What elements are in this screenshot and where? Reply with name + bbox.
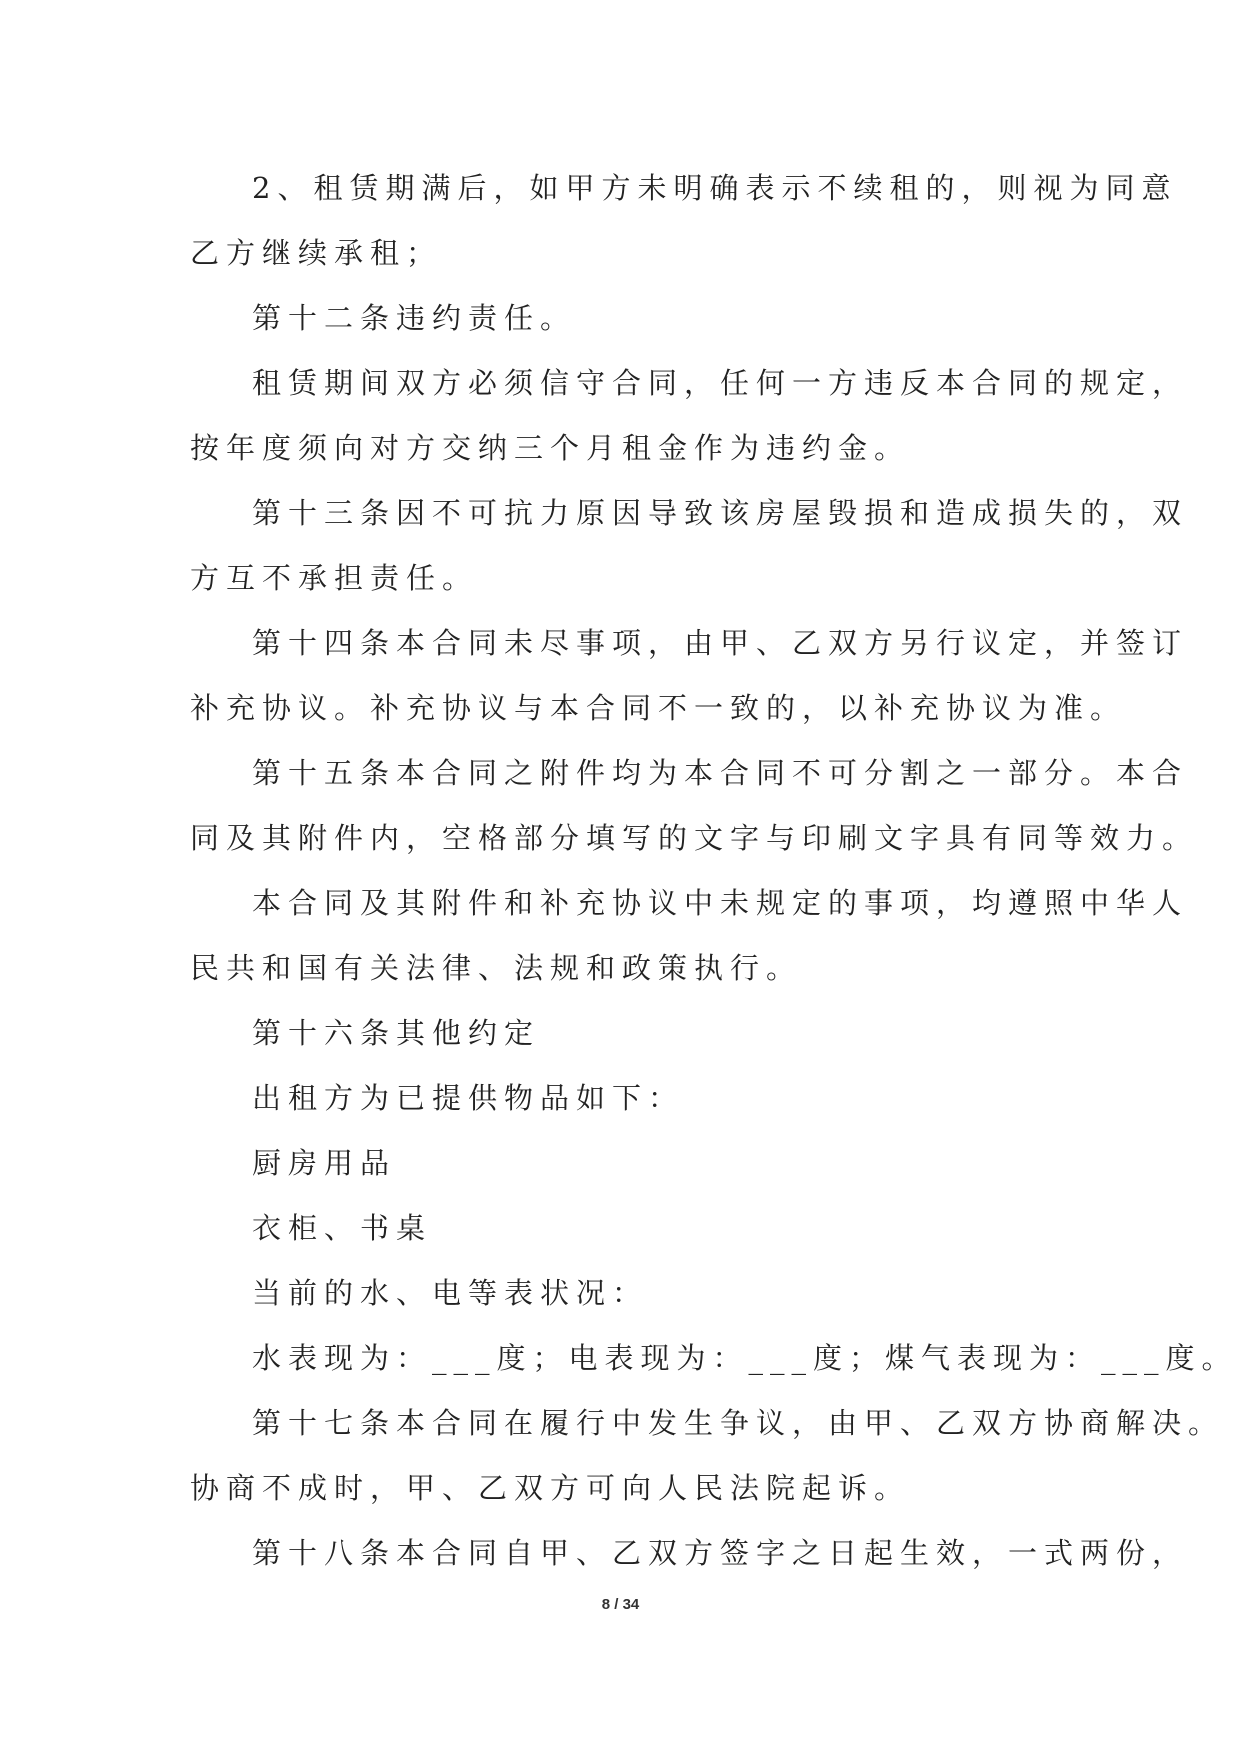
text-line: 补充协议。补充协议与本合同不一致的，以补充协议为准。 (190, 691, 1127, 725)
text-line: 按年度须向对方交纳三个月租金作为违约金。 (190, 431, 911, 465)
text-line: 出租方为已提供物品如下： (252, 1081, 685, 1115)
text-line: 乙方继续承租； (190, 236, 443, 270)
text-line: 第十八条本合同自甲、乙双方签字之日起生效，一式两份， (252, 1536, 1189, 1570)
text-line: 第十三条因不可抗力原因导致该房屋毁损和造成损失的，双 (252, 496, 1189, 530)
text-line: 厨房用品 (252, 1146, 397, 1180)
text-line: 水表现为：___度；电表现为：___度；煤气表现为：___度。 (252, 1341, 1238, 1375)
text-line: 衣柜、书桌 (252, 1211, 433, 1245)
text-line: 本合同及其附件和补充协议中未规定的事项，均遵照中华人 (252, 886, 1189, 920)
text-line: 同及其附件内，空格部分填写的文字与印刷文字具有同等效力。 (190, 821, 1199, 855)
text-line: 民共和国有关法律、法规和政策执行。 (190, 951, 803, 985)
text-line: 租赁期间双方必须信守合同，任何一方违反本合同的规定， (252, 366, 1189, 400)
text-line: 方互不承担责任。 (190, 561, 479, 595)
document-body (190, 156, 1238, 1586)
text-line: 协商不成时，甲、乙双方可向人民法院起诉。 (190, 1471, 911, 1505)
page-number: 8 / 34 (601, 1596, 640, 1613)
text-line: 第十五条本合同之附件均为本合同不可分割之一部分。本合 (252, 756, 1189, 790)
text-line: 第十七条本合同在履行中发生争议，由甲、乙双方协商解决。 (252, 1406, 1225, 1440)
text-line: 当前的水、电等表状况： (252, 1276, 649, 1310)
text-line: 第十二条违约责任。 (252, 301, 577, 335)
text-line: 2、租赁期满后，如甲方未明确表示不续租的，则视为同意 (252, 171, 1178, 205)
text-line: 第十四条本合同未尽事项，由甲、乙双方另行议定，并签订 (252, 626, 1189, 660)
text-line: 第十六条其他约定 (252, 1016, 541, 1050)
